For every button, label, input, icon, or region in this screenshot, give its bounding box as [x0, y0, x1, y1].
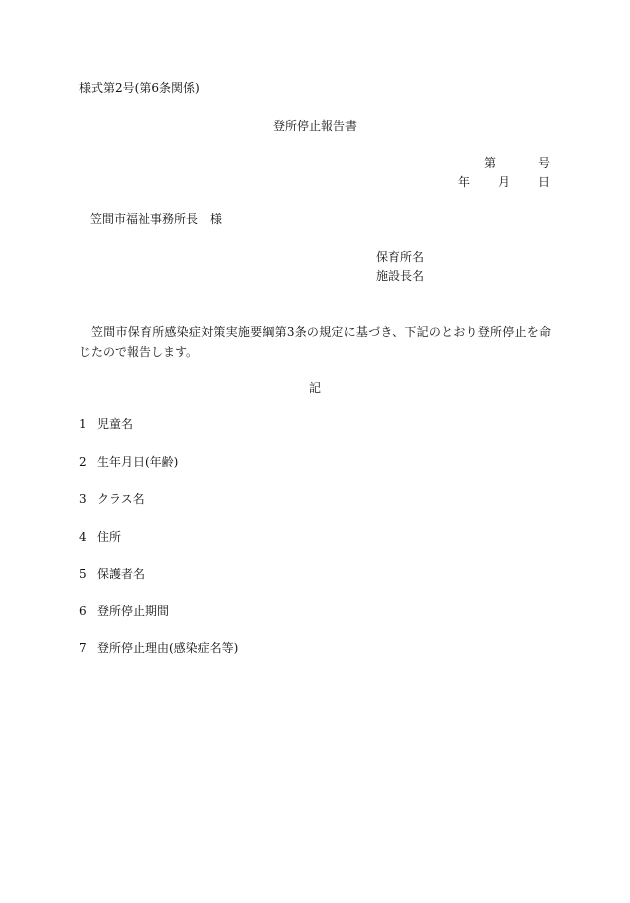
list-item: [79, 566, 145, 582]
number-prefix: 第: [483, 156, 496, 170]
addressee: [90, 211, 222, 227]
item-label: 生年月日(年齢): [97, 455, 179, 469]
item-label: 住所: [97, 530, 122, 544]
item-number: 3: [79, 492, 87, 506]
document-title: 登所停止報告書: [272, 119, 357, 133]
body-text: 笠間市保育所感染症対策実施要綱第3条の規定に基づき、下記のとおり登所停止を命じたので報告します。: [79, 325, 551, 359]
item-label: 児童名: [97, 417, 134, 431]
nursery-name-label: 保育所名: [376, 250, 425, 264]
item-number: 7: [79, 641, 87, 655]
item-number: 4: [79, 530, 87, 544]
list-item: [79, 640, 238, 656]
item-number: 6: [79, 604, 87, 618]
list-item: [79, 491, 145, 507]
document-number-line: [484, 155, 550, 171]
list-item: [79, 416, 133, 432]
item-label: 登所停止期間: [97, 604, 170, 618]
item-label: クラス名: [97, 492, 145, 506]
addressee-name: 笠間市福祉事務所長: [90, 212, 199, 226]
director-name-label: 施設長名: [376, 269, 425, 283]
item-number: 2: [79, 455, 87, 469]
form-label: 様式第2号(第6条関係): [79, 81, 200, 95]
addressee-honorific: 様: [210, 212, 223, 226]
list-item: [79, 529, 121, 545]
date-month: 月: [497, 175, 510, 189]
date-year: 年: [457, 175, 470, 189]
date-day: 日: [537, 175, 550, 189]
item-number: 1: [79, 417, 87, 431]
ki-heading: 記: [308, 381, 321, 395]
item-label: 登所停止理由(感染症名等): [97, 641, 239, 655]
item-number: 5: [79, 567, 87, 581]
list-item: [79, 603, 169, 619]
item-label: 保護者名: [97, 567, 146, 581]
number-suffix: 号: [537, 156, 550, 170]
list-item: [79, 454, 178, 470]
date-line: [458, 174, 550, 190]
